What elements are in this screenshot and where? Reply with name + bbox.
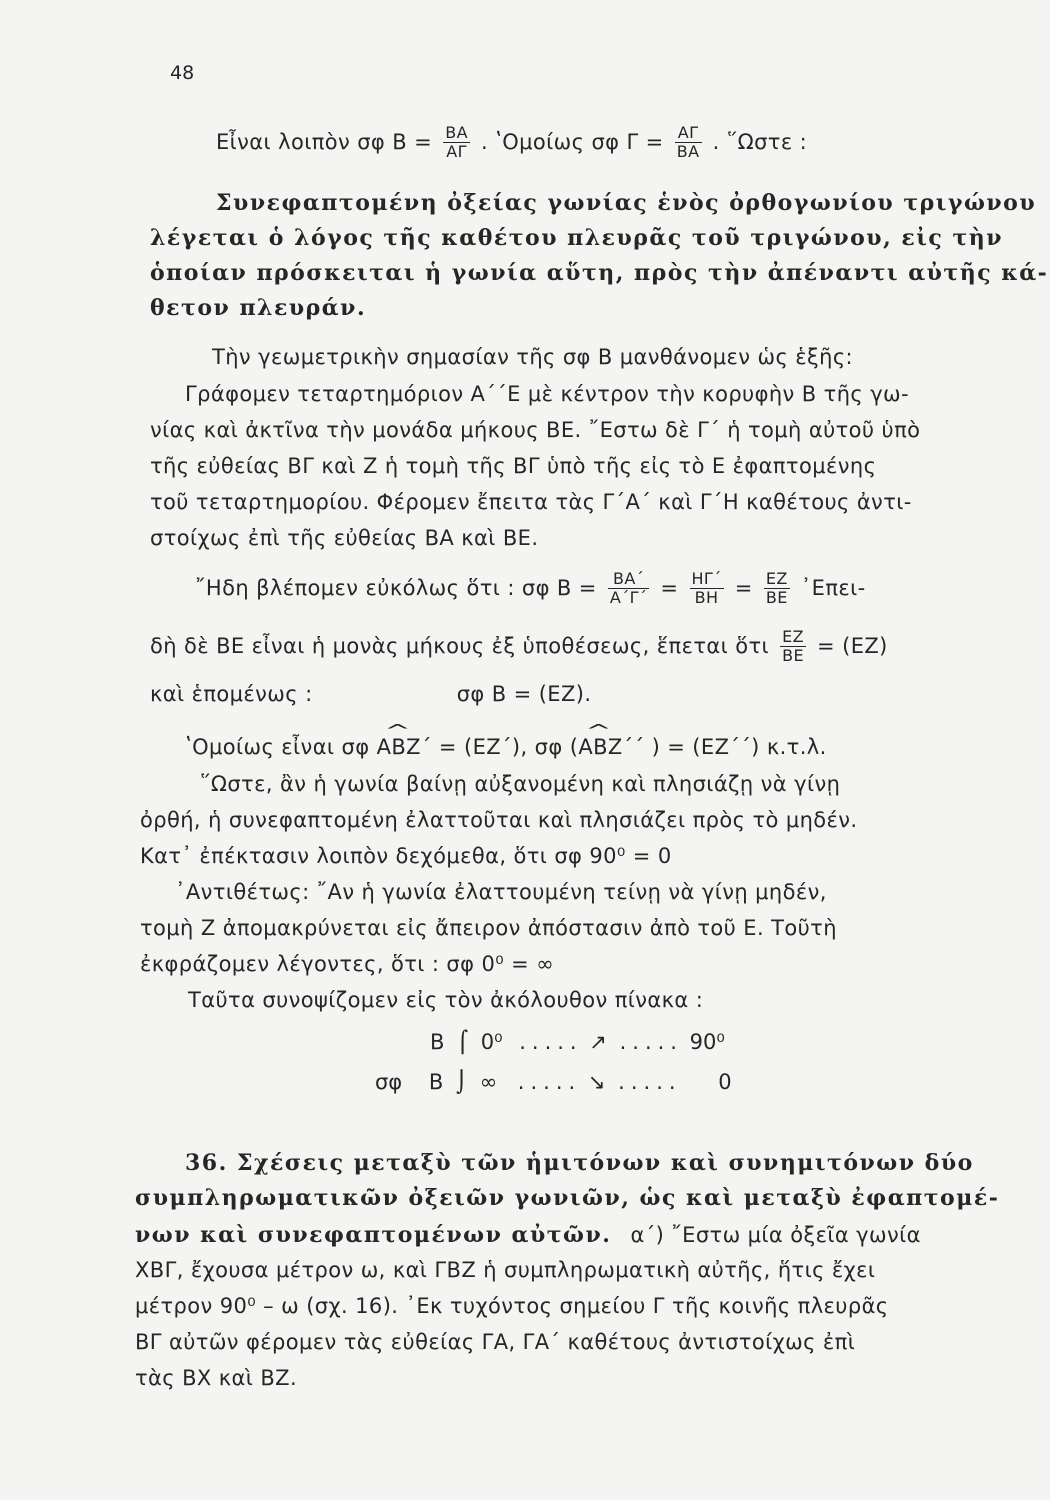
cot-definition-formula: Εἶναι λοιπὸν σφ Β = $\frac{BA}{A\Gamma}$ . ʽΟμοίως σφ Γ = $\frac{A\Gamma}{BA}$ . ῞Ωστε : bbox=[216, 123, 808, 162]
definition-line: ὁποίαν πρόσκειται ἡ γωνία αὕτη, πρὸς τὴν ἀπέναντι αὐτῆς κά- bbox=[150, 260, 1049, 286]
definition-line: θετον πλευράν. bbox=[150, 295, 367, 321]
text-line: νίας καὶ ἀκτῖνα τὴν μονάδα μήκους ΒΕ. ῎Εστω δὲ Γ΄ ἡ τομὴ αὐτοῦ ὑπὸ bbox=[150, 418, 921, 442]
text-line: Γράφομεν τεταρτημόριον Α΄΄Ε μὲ κέντρον τὴν κορυφὴν Β τῆς γω- bbox=[185, 382, 909, 406]
text-line: Τὴν γεωμετρικὴν σημασίαν τῆς σφ Β μανθάνομεν ὡς ἑξῆς: bbox=[212, 345, 854, 369]
summary-table-row-angle: Β ⌠ 0⁰ ..... ↗ ..... 90⁰ bbox=[430, 1030, 725, 1054]
page-number: 48 bbox=[170, 62, 195, 84]
fraction: $\frac{EZ}{BE}$ bbox=[782, 627, 804, 666]
fraction: $\frac{EZ}{BE}$ bbox=[765, 569, 788, 608]
text-line: Ταῦτα συνοψίζομεν εἰς τὸν ἀκόλουθον πίνακα : bbox=[188, 988, 704, 1012]
text-line: τῆς εὐθείας ΒΓ καὶ Ζ ἡ τομὴ τῆς ΒΓ ὑπὸ τῆς εἰς τὸ Ε ἐφαπτομένης bbox=[150, 454, 877, 478]
text-line: τὰς ΒΧ καὶ ΒΖ. bbox=[135, 1366, 298, 1390]
definition-line: Συνεφαπτομένη ὀξείας γωνίας ἑνὸς ὀρθογωνίου τριγώνου bbox=[216, 190, 1037, 216]
fraction-ag-ba: $\frac{A\Gamma}{BA}$ bbox=[676, 123, 700, 162]
text-line: ῞Ωστε, ἂν ἡ γωνία βαίνῃ αὐξανομένη καὶ πλησιάζῃ νὰ γίνῃ bbox=[200, 772, 841, 796]
text-line: μέτρον 90⁰ – ω (σχ. 16). ᾿Εκ τυχόντος σημείου Γ τῆς κοινῆς πλευρᾶς bbox=[135, 1294, 889, 1318]
fraction-ba-ag: $\frac{BA}{A\Gamma}$ bbox=[445, 123, 468, 162]
text-line: ὀρθή, ἡ συνεφαπτομένη ἐλαττοῦται καὶ πλησιάζει πρὸς τὸ μηδέν. bbox=[140, 808, 858, 832]
section-heading: 36. Σχέσεις μεταξὺ τῶν ἡμιτόνων καὶ συνημιτόνων δύο bbox=[185, 1150, 974, 1176]
text-line: νων καὶ συνεφαπτομένων αὐτῶν. α΄) ῎Εστω μία ὀξεῖα γωνία bbox=[135, 1222, 921, 1248]
text-line: ᾿Αντιθέτως: ῎Αν ἡ γωνία ἐλαττουμένη τείνῃ νὰ γίνῃ μηδέν, bbox=[175, 880, 827, 904]
arrow-up-right-icon: ↗ bbox=[589, 1030, 607, 1054]
text-line: δὴ δὲ ΒΕ εἶναι ἡ μονὰς μήκους ἐξ ὑποθέσεως, ἕπεται ὅτι $\frac{EZ}{BE}$ = (ΕΖ) bbox=[150, 627, 888, 666]
text-line: ʽΟμοίως εἶναι σφ ^ ΑΒΖ΄ = (ΕΖ΄), σφ (^ ΑΒΖ΄΄ ) = (ΕΖ΄΄) κ.τ.λ. bbox=[185, 735, 827, 759]
text-line: καὶ ἑπομένως : σφ Β = (ΕΖ). bbox=[150, 682, 592, 706]
cot-equation: ῎Ηδη βλέπομεν εὐκόλως ὅτι : σφ Β = $\frac{BA΄}{A΄\Gamma΄}$ = $\frac{H\Gamma΄}{BH}$ = $\frac{EZ}{BE}$ ᾿Επει- bbox=[195, 569, 866, 608]
definition-line: λέγεται ὁ λόγος τῆς καθέτου πλευρᾶς τοῦ τριγώνου, εἰς τὴν bbox=[150, 225, 1004, 251]
text-line: τομὴ Ζ ἀπομακρύνεται εἰς ἄπειρον ἀπόστασιν ἀπὸ τοῦ Ε. Τοῦτὴ bbox=[140, 916, 837, 940]
summary-table-row-cot: σφ Β ⌡ ∞ ..... ↘ ..... 0 bbox=[375, 1070, 732, 1094]
text-line: ΧΒΓ, ἔχουσα μέτρον ω, καὶ ΓΒΖ ἡ συμπληρωματικὴ αὐτῆς, ἥτις ἔχει bbox=[135, 1258, 876, 1282]
fraction: $\frac{H\Gamma΄}{BH}$ bbox=[691, 569, 722, 608]
text-line: ΒΓ αὐτῶν φέρομεν τὰς εὐθείας ΓΑ, ΓΑ΄ καθέτους ἀντιστοίχως ἐπὶ bbox=[135, 1330, 856, 1354]
text-line: ἐκφράζομεν λέγοντες, ὅτι : σφ 0⁰ = ∞ bbox=[140, 952, 555, 976]
text-line: τοῦ τεταρτημορίου. Φέρομεν ἔπειτα τὰς Γ΄Α΄ καὶ Γ΄Η καθέτους ἀντι- bbox=[150, 490, 912, 514]
text-line: στοίχως ἐπὶ τῆς εὐθείας ΒΑ καὶ ΒΕ. bbox=[150, 526, 539, 550]
section-heading: συμπληρωματικῶν ὀξειῶν γωνιῶν, ὡς καὶ μεταξὺ ἐφαπτομέ- bbox=[135, 1185, 1000, 1211]
arrow-down-right-icon: ↘ bbox=[587, 1070, 606, 1094]
text-line: Κατ᾿ ἐπέκτασιν λοιπὸν δεχόμεθα, ὅτι σφ 90⁰ = 0 bbox=[140, 844, 672, 868]
fraction: $\frac{BA΄}{A΄\Gamma΄}$ bbox=[609, 569, 648, 608]
